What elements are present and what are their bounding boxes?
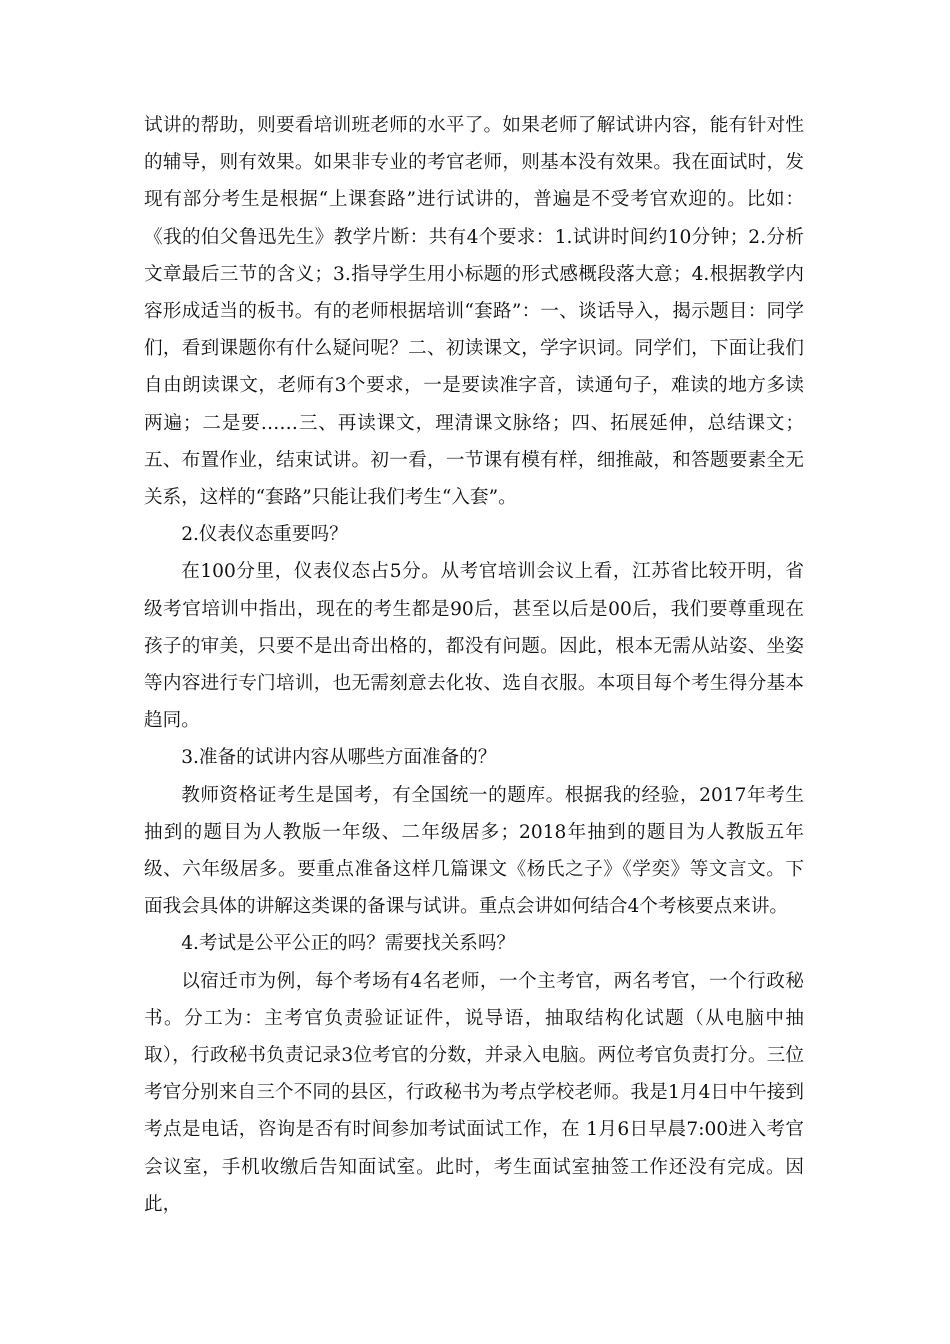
question-heading-fairness: 4.考试是公平公正的吗？需要找关系吗？ [181, 933, 516, 955]
paragraph-preparation-answer: 教师资格证考生是国考，有全国统一的题库。根据我的经验，2017年考生抽到的题目为人教版一年级、二年级居多；2018年抽到的题目为人教版五年级、六年级居多。要重点准备这样几篇课文《杨氏之子》《学奕》等文言文。下面我会具体的讲解这类课的备课与试讲。重点会讲如何结合4个考核要点来讲。 [144, 784, 804, 918]
question-heading-preparation: 3.准备的试讲内容从哪些方面准备的？ [181, 747, 497, 769]
question-heading-appearance: 2.仪表仪态重要吗？ [181, 524, 348, 546]
paragraph-fairness-answer: 以宿迁市为例，每个考场有4名老师，一个主考官，两名考官，一个行政秘书。分工为：主考官负责验证证件，说导语，抽取结构化试题（从电脑中抽取），行政秘书负责记录3位考官的分数，并录入电脑。两位考官负责打分。三位考官分别来自三个不同的县区，行政秘书为考点学校老师。我是1月4日中午接到考点是电话，咨询是否有时间参加考试面试工作，在 1月6日早晨7:00进入考官会议室，手机收缴后告知面试室。此时，考生面试室抽签工作还没有完成。因此， [144, 970, 804, 1215]
document-body [144, 107, 804, 1223]
paragraph-continuation: 试讲的帮助，则要看培训班老师的水平了。如果老师了解试讲内容，能有针对性的辅导，则有效果。如果非专业的考官老师，则基本没有效果。我在面试时，发现有部分考生是根据“上课套路”进行试讲的，普遍是不受考官欢迎的。比如：《我的伯父鲁迅先生》教学片断：共有4个要求：1.试讲时间约10分钟；2.分析文章最后三节的含义；3.指导学生用小标题的形式感概段落大意；4.根据教学内容形成适当的板书。有的老师根据培训“套路”：一、谈话导入，揭示题目：同学们，看到课题你有什么疑问呢？二、初读课文，学字识词。同学们，下面让我们自由朗读课文，老师有3个要求，一是要读准字音，读通句子，难读的地方多读两遍；二是要……三、再读课文，理清课文脉络；四、拓展延伸，总结课文；五、布置作业，结束试讲。初一看，一节课有模有样，细推敲，和答题要素全无关系，这样的“套路”只能让我们考生“入套”。 [144, 115, 804, 509]
paragraph-appearance-answer: 在100分里，仪表仪态占5分。从考官培训会议上看，江苏省比较开明，省级考官培训中指出，现在的考生都是90后，甚至以后是00后，我们要尊重现在孩子的审美，只要不是出奇出格的，都没有问题。因此，根本无需从站姿、坐姿等内容进行专门培训，也无需刻意去化妆、选自衣服。本项目每个考生得分基本趋同。 [144, 561, 804, 732]
